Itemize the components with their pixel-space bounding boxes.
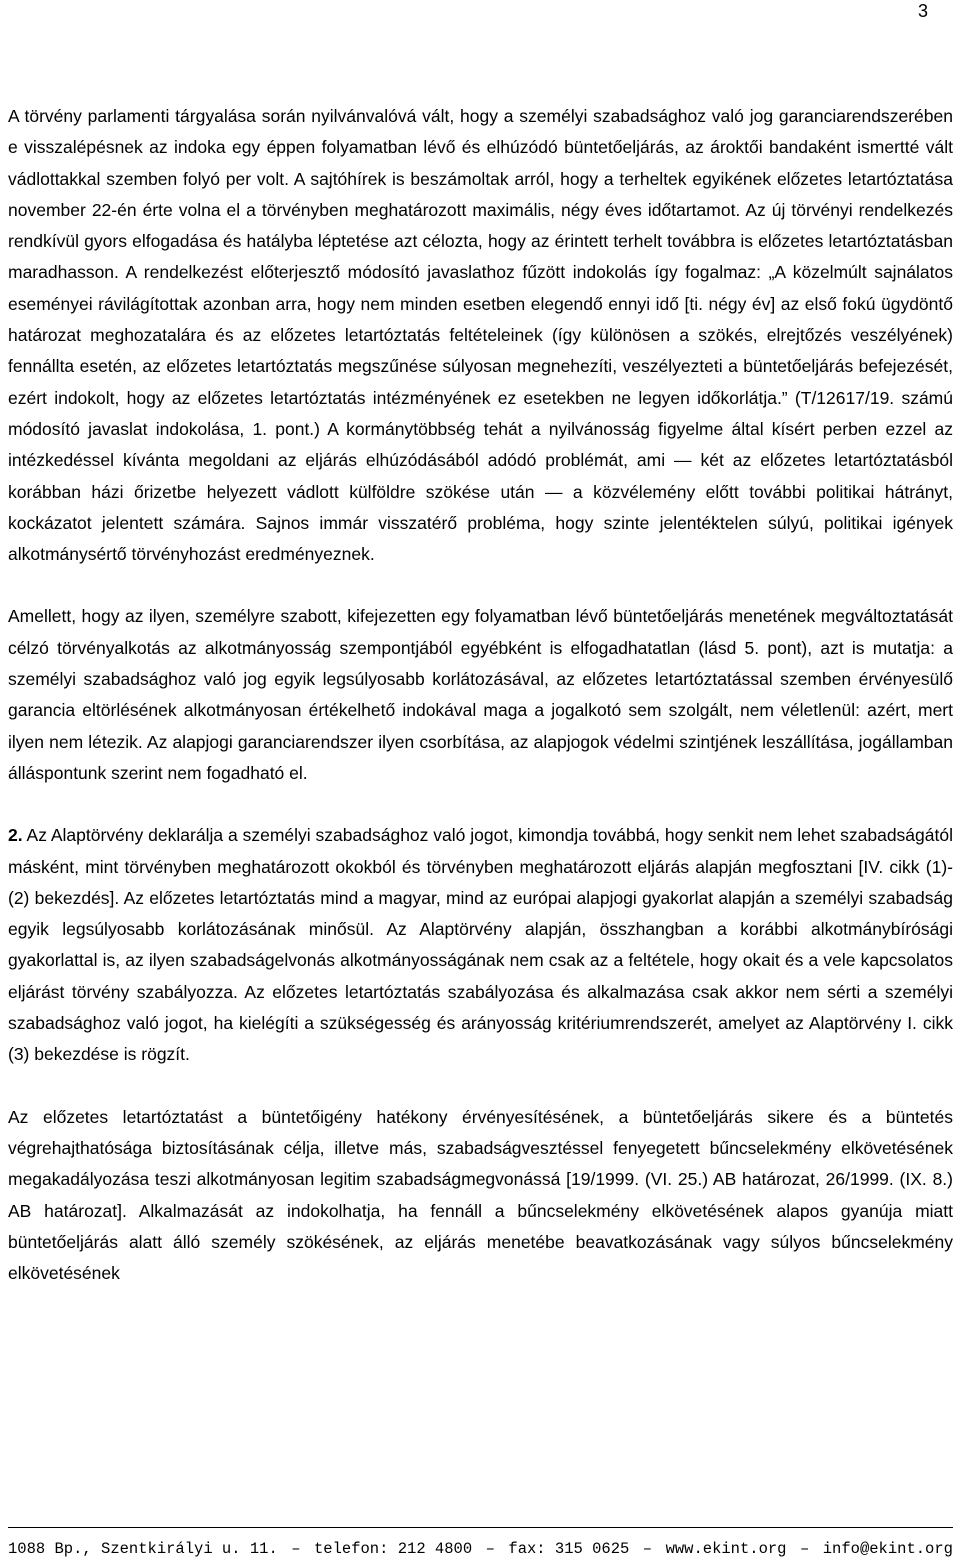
footer-email: info@ekint.org	[822, 1540, 953, 1558]
paragraph-3	[8, 820, 953, 1070]
page-number: 3	[917, 1, 928, 21]
footer	[8, 1538, 953, 1560]
footer-address: 1088 Bp., Szentkirályi u. 11.	[8, 1540, 278, 1558]
footer-phone: telefon: 212 4800	[314, 1540, 473, 1558]
footer-separator: –	[642, 1540, 653, 1558]
footer-separator: –	[799, 1540, 810, 1558]
section-number: 2.	[8, 825, 23, 846]
footer-divider	[8, 1527, 953, 1528]
footer-separator: –	[485, 1540, 495, 1558]
paragraph-3-text: Az Alaptörvény deklarálja a személyi szabadsághoz való jogot, kimondja továbbá, hogy senkit nem lehet szabadságától másként, mint törvényben meghatározott okokból és törvényben meghatározott eljárás alapján megfosztani [IV. cikk (1)-(2) bekezdés]. Az előzetes letartóztatás mind a magyar, mind az európai alapjogi gyakorlat alapján a személyi szabadság egyik legsúlyosabb korlátozásának minősül. Az Alaptörvény alapján, összhangban a korábbi alkotmánybírósági gyakorlattal is, az ilyen szabadságelvonás alkotmányosságának nem csak az a feltétele, hogy okait és a vele kapcsolatos eljárást törvény szabályozza. Az előzetes letartóztatás szabályozása és alkalmazása csak akkor nem sérti a személyi szabadsághoz való jogot, ha kielégíti a szükségesség és arányosság kritériumrendszerét, amelyet az Alaptörvény I. cikk (3) bekezdése is rögzít.	[8, 825, 953, 1065]
footer-fax: fax: 315 0625	[508, 1540, 630, 1558]
paragraph-2: Amellett, hogy az ilyen, személyre szabott, kifejezetten egy folyamatban lévő büntetőeljárás menetének megváltoztatását célzó törvényalkotás az alkotmányosság szempontjából egyébként is elfogadhatatlan (lásd 5. pont), azt is mutatja: a személyi szabadsághoz való jog egyik legsúlyosabb korlátozásával, az előzetes letartóztatással szemben érvényesülő garancia eltörlésének alkotmányosan értékelhető indokával maga a jogalkotó sem szolgált, nem véletlenül: azért, mert ilyen nem létezik. Az alapjogi garanciarendszer ilyen csorbítása, az alapjogok védelmi szintjének leszállítása, jogállamban álláspontunk szerint nem fogadható el.	[8, 606, 953, 783]
paragraph-1: A törvény parlamenti tárgyalása során nyilvánvalóvá vált, hogy a személyi szabadsághoz való jog garanciarendszerében e visszalépésnek az indoka egy éppen folyamatban lévő és elhúzódó büntetőeljárás, az ároktői bandaként ismertté vált vádlottakkal szemben folyó per volt. A sajtóhírek is beszámoltak arról, hogy a terheltek egyikének előzetes letartóztatása november 22-én érte volna el a törvényben meghatározott maximális, négy éves időtartamot. Az új törvényi rendelkezés rendkívül gyors elfogadása és hatályba léptetése azt célozta, hogy az érintett terhelt továbbra is előzetes letartóztatásban maradhasson. A rendelkezést előterjesztő módosító javaslathoz fűzött indokolás így fogalmaz: „A közelmúlt sajnálatos eseményei rávilágítottak azonban arra, hogy nem minden esetben elegendő ennyi idő [ti. négy év] az első fokú ügydöntő határozat meghozatalára és az előzetes letartóztatás feltételeinek (így különösen a szökés, elrejtőzés veszélyének) fennállta esetén, az előzetes letartóztatás megszűnése súlyosan megnehezíti, veszélyezteti a büntetőeljárás befejezését, ezért indokolt, hogy az előzetes letartóztatás intézményének ez esetekben ne legyen időkorlátja.” (T/12617/19. számú módosító javaslat indokolása, 1. pont.) A kormánytöbbség tehát a nyilvánosság figyelme által kísért perben ezzel az intézkedéssel kívánta megoldani az eljárás elhúzódásából adódó problémát, ami — két az előzetes letartóztatásból korábban házi őrizetbe helyezett vádlott külföldre szökése után — a közvélemény előtt további politikai hátrányt, kockázatot jelentett számára. Sajnos immár visszatérő probléma, hogy szinte jelentéktelen súlyú, politikai igények alkotmánysértő törvényhozást eredményeznek.	[8, 106, 953, 565]
document-body	[8, 101, 953, 1289]
paragraph-4: Az előzetes letartóztatást a büntetőigény hatékony érvényesítésének, a büntetőeljárás sikere és a büntetés végrehajthatósága biztosításának célja, illetve más, szabadságvesztéssel fenyegetett bűncselekmény elkövetésének megakadályozása teszi alkotmányosan legitim szabadságmegvonássá [19/1999. (VI. 25.) AB határozat, 26/1999. (IX. 8.) AB határozat]. Alkalmazását az indokolhatja, ha fennáll a bűncselekmény elkövetésének alapos gyanúja miatt büntetőeljárás alatt álló személy szökésének, az eljárás menetébe beavatkozásának vagy súlyos bűncselekmény elkövetésének	[8, 1106, 953, 1284]
footer-separator: –	[291, 1540, 301, 1558]
footer-website: www.ekint.org	[665, 1540, 787, 1558]
